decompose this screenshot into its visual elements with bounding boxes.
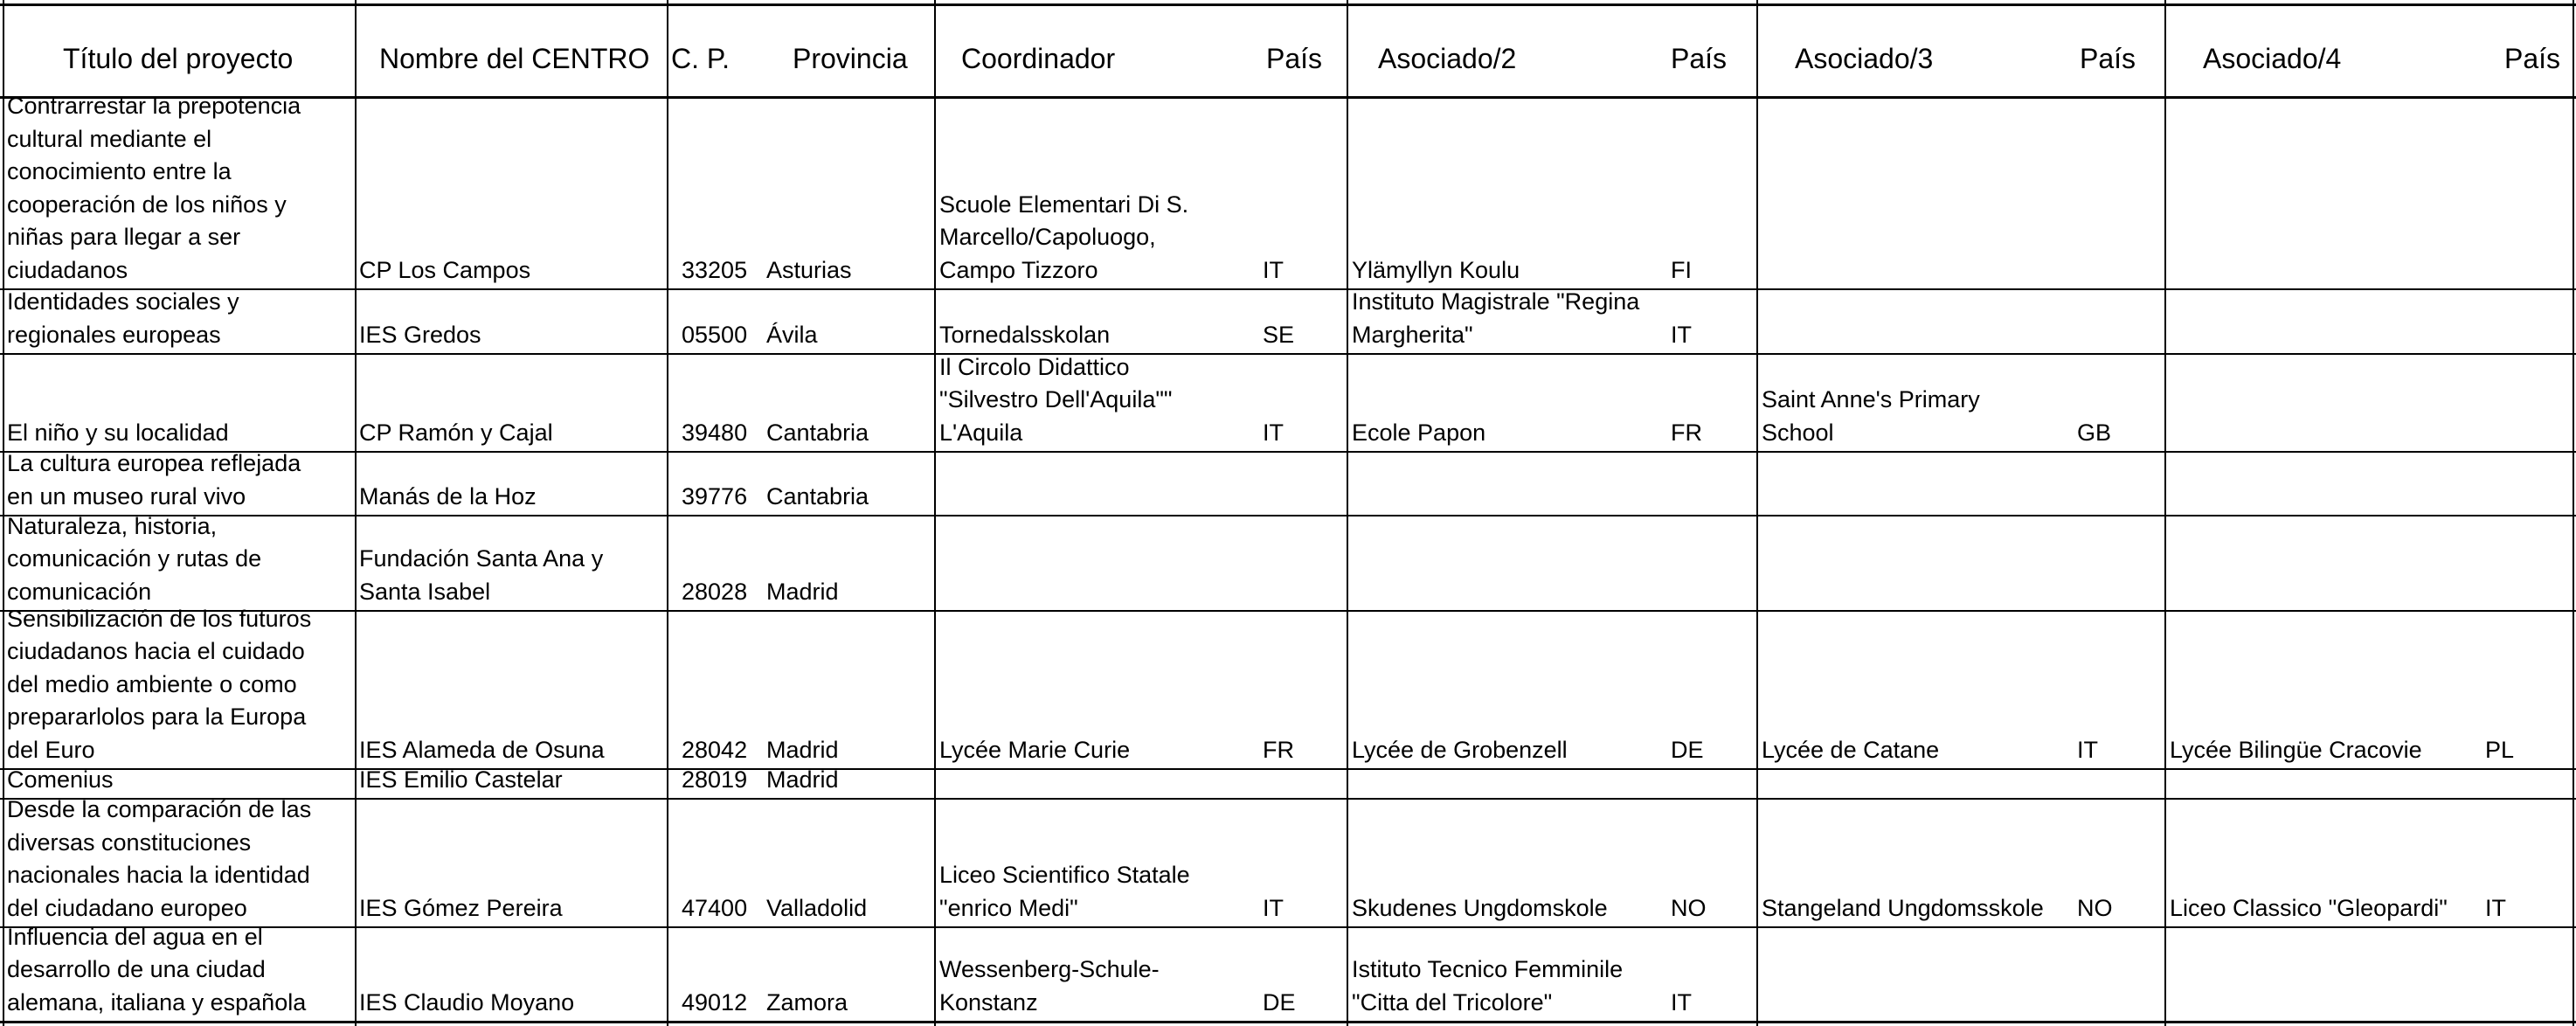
grid-line [0,1021,2576,1023]
grid-line [0,96,2576,99]
cell-titulo: cultural mediante el [7,125,212,152]
header-coordinador: Coordinador [961,43,1116,74]
header-pais: País [2080,43,2136,74]
cell-titulo: Desde la comparación de las [7,796,312,822]
cell-provincia: Zamora [766,988,848,1016]
grid-line [0,610,2576,612]
cell-titulo: ciudadanos [7,256,128,283]
cell-pais2: IT [1671,988,1692,1016]
grid-line [3,0,4,1026]
cell-titulo: El niño y su localidad [7,419,229,446]
cell-titulo: Naturaleza, historia, [7,512,218,539]
header-pais: País [1266,43,1323,74]
cell-provincia: Cantabria [766,419,869,446]
cell-coordinador: Wessenberg-Schule- [939,956,1160,982]
cell-centro: Manás de la Hoz [359,482,537,510]
cell-pais3: GB [2077,419,2112,446]
header-pais: País [2504,43,2561,74]
grid-line [667,0,668,1026]
cell-centro: Santa Isabel [359,578,491,605]
cell-centro: IES Emilio Castelar [359,766,563,793]
cell-asociado2: Skudenes Ungdomskole [1352,894,1608,921]
grid-line [2164,0,2166,1026]
cell-coordinador: Campo Tizzoro [939,256,1098,283]
cell-cp: 28042 [682,736,748,763]
cell-asociado4: Lycée Bilingüe Cracovie [2170,736,2422,763]
cell-titulo: cooperación de los niños y [7,191,287,218]
cell-provincia: Madrid [766,766,839,793]
cell-pais1: IT [1263,894,1284,921]
cell-centro: IES Claudio Moyano [359,988,575,1016]
cell-asociado2: Ylämyllyn Koulu [1352,256,1520,283]
cell-provincia: Asturias [766,256,852,283]
header-centro: Nombre del CENTRO [379,43,650,74]
cell-centro: IES Gómez Pereira [359,894,563,921]
cell-titulo: alemana, italiana y española [7,988,307,1016]
cell-centro: IES Alameda de Osuna [359,736,605,763]
cell-pais2: FR [1671,419,1702,446]
cell-asociado3: School [1762,419,1834,446]
cell-titulo: desarrollo de una ciudad [7,956,266,982]
cell-provincia: Madrid [766,578,839,605]
cell-asociado4: Liceo Classico "Gleopardi" [2170,894,2448,921]
cell-coordinador: Liceo Scientifico Statale [939,862,1190,888]
header-pais: País [1671,43,1728,74]
grid-line [0,515,2576,516]
cell-pais3: IT [2077,736,2098,763]
cell-provincia: Ávila [766,321,818,348]
cell-titulo: diversas constituciones [7,828,252,856]
cell-pais1: IT [1263,256,1284,283]
cell-titulo: La cultura europea reflejada [7,450,301,476]
cell-titulo: conocimiento entre la [7,158,232,184]
cell-asociado3: Saint Anne's Primary [1762,386,1980,412]
cell-pais2: FI [1671,256,1692,283]
cell-cp: 28028 [682,578,748,605]
grid-line [0,451,2576,453]
cell-provincia: Madrid [766,736,839,763]
cell-titulo: del Euro [7,736,95,763]
cell-asociado2: Lycée de Grobenzell [1352,736,1568,763]
cell-cp: 39480 [682,419,748,446]
cell-titulo: del medio ambiente o como [7,670,297,697]
cell-coordinador: Tornedalsskolan [939,321,1111,348]
grid-line [1756,0,1758,1026]
grid-line [355,0,357,1026]
cell-pais2: NO [1671,894,1707,921]
cell-pais2: DE [1671,736,1704,763]
cell-coordinador: Lycée Marie Curie [939,736,1131,763]
grid-line [0,3,2576,6]
header-provincia: Provincia [793,43,908,74]
cell-centro: IES Gredos [359,321,481,348]
header-cp: C. P. [671,43,730,74]
cell-titulo: comunicación y rutas de [7,545,262,572]
cell-cp: 28019 [682,766,748,793]
grid-line [934,0,936,1026]
cell-cp: 33205 [682,256,748,283]
cell-titulo: Influencia del agua en el [7,923,263,950]
cell-asociado2: Margherita" [1352,321,1473,348]
cell-asociado3: Stangeland Ungdomsskole [1762,894,2044,921]
grid-line [2573,0,2574,1026]
header-asociado-2: Asociado/2 [1378,43,1517,74]
cell-cp: 39776 [682,482,748,510]
cell-coordinador: "Silvestro Dell'Aquila"" [939,386,1173,412]
cell-pais1: FR [1263,736,1294,763]
cell-pais2: IT [1671,321,1692,348]
grid-line [0,288,2576,290]
cell-titulo: regionales europeas [7,321,221,348]
cell-centro: CP Ramón y Cajal [359,419,553,446]
cell-cp: 49012 [682,988,748,1016]
cell-pais4: IT [2485,894,2506,921]
cell-cp: 47400 [682,894,748,921]
header-titulo: Título del proyecto [63,43,294,74]
cell-titulo: ciudadanos hacia el cuidado [7,638,305,664]
cell-titulo: comunicación [7,578,152,605]
cell-centro: Fundación Santa Ana y [359,545,604,572]
cell-asociado2: Ecole Papon [1352,419,1486,446]
cell-pais3: NO [2077,894,2113,921]
cell-titulo: prepararlolos para la Europa [7,704,307,730]
cell-centro: CP Los Campos [359,256,531,283]
cell-titulo: Contrarrestar la prepotencia [7,93,301,119]
grid-line [0,353,2576,355]
cell-provincia: Cantabria [766,482,869,510]
cell-titulo: Sensibilización de los futuros [7,605,312,632]
cell-asociado2: Istituto Tecnico Femminile [1352,956,1624,982]
cell-provincia: Valladolid [766,894,868,921]
cell-cp: 05500 [682,321,748,348]
grid-line [0,798,2576,800]
cell-pais4: PL [2485,736,2515,763]
cell-titulo: del ciudadano europeo [7,894,247,921]
cell-asociado2: "Citta del Tricolore" [1352,988,1553,1016]
cell-coordinador: Konstanz [939,988,1038,1016]
cell-titulo: en un museo rural vivo [7,482,246,510]
cell-coordinador: Scuole Elementari Di S. [939,191,1189,218]
cell-coordinador: L'Aquila [939,419,1023,446]
cell-pais1: SE [1263,321,1295,348]
cell-coordinador: "enrico Medi" [939,894,1078,921]
cell-pais1: DE [1263,988,1296,1016]
header-asociado-3: Asociado/3 [1795,43,1934,74]
cell-asociado2: Instituto Magistrale "Regina [1352,288,1640,315]
cell-asociado3: Lycée de Catane [1762,736,1940,763]
cell-pais1: IT [1263,419,1284,446]
cell-titulo: Comenius [7,766,114,793]
grid-line [0,926,2576,928]
cell-titulo: nacionales hacia la identidad [7,862,310,888]
grid-line [1347,0,1348,1026]
header-asociado-4: Asociado/4 [2203,43,2342,74]
cell-coordinador: Marcello/Capoluogo, [939,224,1156,250]
cell-titulo: Identidades sociales y [7,288,239,315]
cell-titulo: niñas para llegar a ser [7,224,241,250]
cell-coordinador: Il Circolo Didattico [939,353,1130,380]
